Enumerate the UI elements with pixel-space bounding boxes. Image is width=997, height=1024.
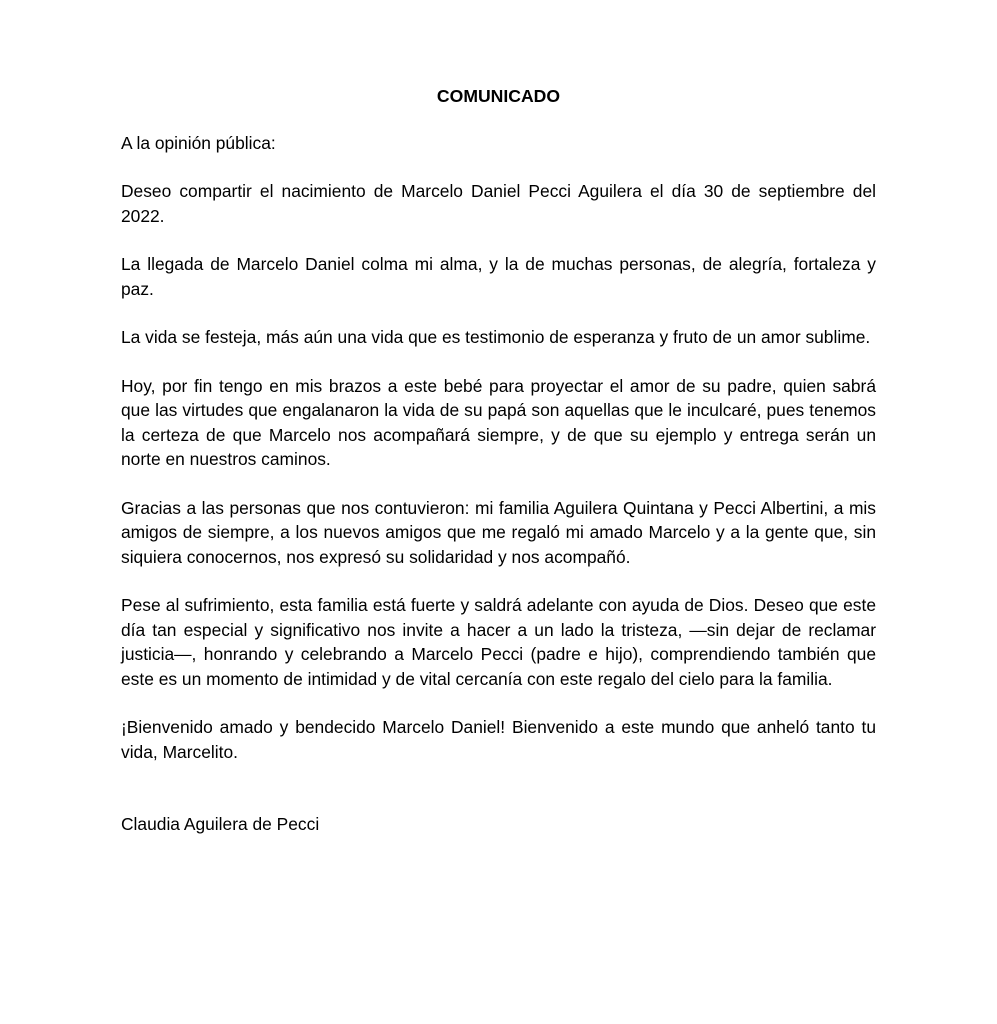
paragraph-birth-announcement: Deseo compartir el nacimiento de Marcelo Daniel Pecci Aguilera el día 30 de septiembre del 2022.	[121, 181, 876, 226]
document-page	[121, 84, 876, 837]
signature: Claudia Aguilera de Pecci	[121, 814, 320, 834]
paragraph-celebration: La vida se festeja, más aún una vida que es testimonio de esperanza y fruto de un amor sublime.	[121, 327, 871, 347]
paragraph-welcome: ¡Bienvenido amado y bendecido Marcelo Daniel! Bienvenido a este mundo que anheló tanto tu vida, Marcelito.	[121, 717, 876, 762]
paragraph-father-love: Hoy, por fin tengo en mis brazos a este bebé para proyectar el amor de su padre, quien sabrá que las virtudes que engalanaron la vida de su papá son aquellas que le inculcaré, pues tenemos la certeza de que Marcelo nos acompañará siempre, y de que su ejemplo y entrega serán un norte en nuestros caminos.	[121, 375, 876, 469]
paragraph-strength: Pese al sufrimiento, esta familia está fuerte y saldrá adelante con ayuda de Dios. Deseo que este día tan especial y significativo nos invite a hacer a un lado la tristeza, —sin dejar de reclamar justicia—, honrando y celebrando a Marcelo Pecci (padre e hijo), comprendiendo también que este es un momento de intimidad y de vital cercanía con este regalo del cielo para la familia.	[121, 595, 876, 689]
document-title: COMUNICADO	[436, 86, 561, 106]
paragraph-thanks: Gracias a las personas que nos contuvieron: mi familia Aguilera Quintana y Pecci Albertini, a mis amigos de siempre, a los nuevos amigos que me regaló mi amado Marcelo y a la gente que, sin siquiera conocernos, nos expresó su solidaridad y nos acompañó.	[121, 497, 876, 567]
salutation: A la opinión pública:	[121, 132, 276, 153]
paragraph-arrival: La llegada de Marcelo Daniel colma mi alma, y la de muchas personas, de alegría, fortaleza y paz.	[121, 254, 876, 299]
